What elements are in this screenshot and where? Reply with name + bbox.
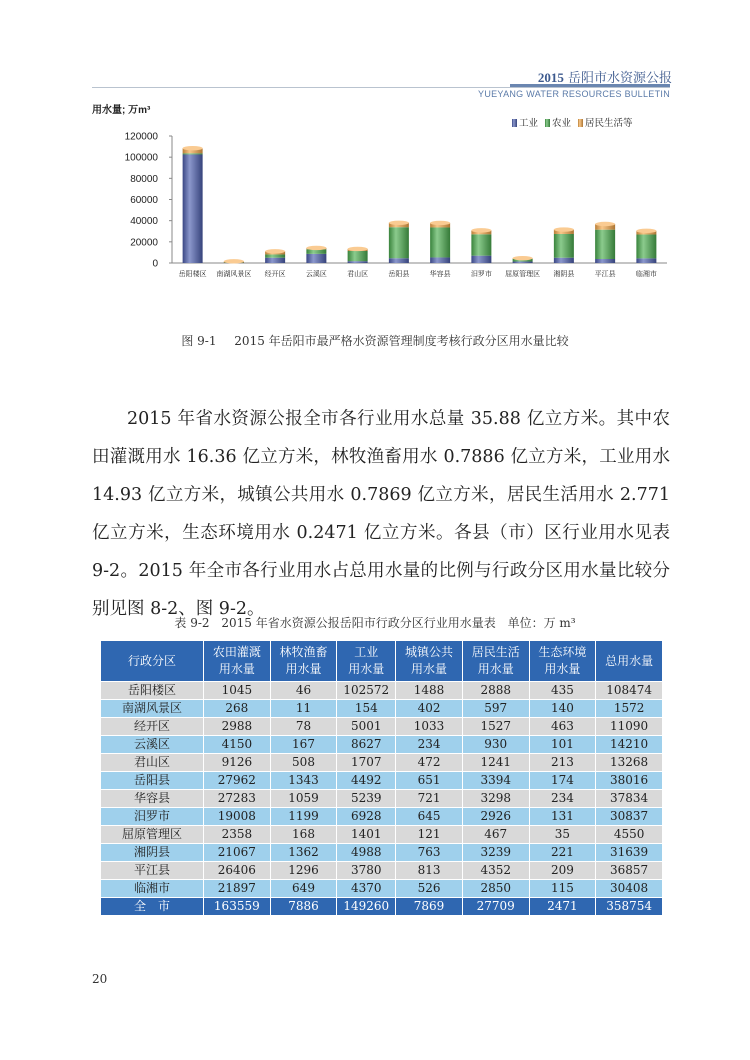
bar-segment-工业 <box>306 254 326 263</box>
value-cell: 140 <box>529 700 596 718</box>
bar-segment-农业 <box>554 234 574 258</box>
header-rule <box>92 87 670 88</box>
x-tick-label: 临湘市 <box>635 270 657 278</box>
x-tick-label: 屈原管理区 <box>505 270 541 278</box>
value-cell: 21897 <box>204 880 271 898</box>
value-cell: 234 <box>396 736 463 754</box>
value-cell: 402 <box>396 700 463 718</box>
value-cell: 930 <box>462 736 529 754</box>
bar-top-cap <box>554 227 574 231</box>
table-header-cell <box>101 641 204 682</box>
table-row <box>101 826 663 844</box>
value-cell: 1401 <box>337 826 396 844</box>
x-tick-label: 平江县 <box>594 270 616 278</box>
table-row <box>101 772 663 790</box>
value-cell: 1488 <box>396 682 463 700</box>
value-cell: 526 <box>396 880 463 898</box>
header-line-2: 用水量 <box>348 662 385 676</box>
table-total-row <box>101 898 663 916</box>
table-row <box>101 880 663 898</box>
table-row <box>101 736 663 754</box>
value-cell: 508 <box>270 754 337 772</box>
table-row <box>101 862 663 880</box>
bar-top-cap <box>265 249 285 253</box>
x-tick-label: 南湖风景区 <box>216 270 252 278</box>
value-cell: 163559 <box>204 898 271 916</box>
bar-segment-农业 <box>636 235 656 259</box>
value-cell: 651 <box>396 772 463 790</box>
value-cell: 435 <box>529 682 596 700</box>
y-tick-label: 20000 <box>130 237 158 249</box>
header-line-2: 用水量 <box>544 662 581 676</box>
header-subtitle: YUEYANG WATER RESOURCES BULLETIN <box>478 89 670 99</box>
legend-swatch <box>545 119 550 127</box>
header-title <box>538 67 672 86</box>
value-cell: 2888 <box>462 682 529 700</box>
bar-segment-农业 <box>348 251 368 261</box>
value-cell: 2988 <box>204 718 271 736</box>
table-caption <box>0 614 750 631</box>
value-cell: 813 <box>396 862 463 880</box>
header-line-2: 用水量 <box>218 662 255 676</box>
value-cell: 1045 <box>204 682 271 700</box>
value-cell: 4370 <box>337 880 396 898</box>
bar-top-cap <box>636 229 656 233</box>
header-line-2: 用水量 <box>411 662 448 676</box>
bar-segment-农业 <box>595 230 615 259</box>
figure-caption <box>0 332 750 349</box>
bar-top-cap <box>224 259 244 263</box>
legend-swatch <box>578 119 583 127</box>
value-cell: 38016 <box>596 772 663 790</box>
y-tick-label: 0 <box>152 258 158 270</box>
value-cell: 78 <box>270 718 337 736</box>
value-cell: 1059 <box>270 790 337 808</box>
bar-top-cap <box>348 247 368 251</box>
header-line-1: 城镇公共 <box>405 645 454 659</box>
bar-segment-工业 <box>595 259 615 263</box>
value-cell: 3394 <box>462 772 529 790</box>
value-cell: 27709 <box>462 898 529 916</box>
header-line-2: 用水量 <box>285 662 322 676</box>
value-cell: 1033 <box>396 718 463 736</box>
value-cell: 358754 <box>596 898 663 916</box>
header-line-1: 居民生活 <box>471 645 520 659</box>
x-tick-label: 君山区 <box>347 270 369 278</box>
y-axis-label: 用水量; 万m³ <box>92 105 151 116</box>
value-cell: 645 <box>396 808 463 826</box>
x-tick-label: 汨罗市 <box>470 270 492 278</box>
value-cell: 131 <box>529 808 596 826</box>
table-row <box>101 718 663 736</box>
value-cell: 1241 <box>462 754 529 772</box>
header-line-1: 行政分区 <box>127 653 176 668</box>
x-tick-label: 岳阳县 <box>388 270 410 278</box>
table-body <box>101 682 663 916</box>
header-line-1: 林牧渔畜 <box>279 645 328 659</box>
table-header-cell <box>337 641 396 682</box>
value-cell: 30837 <box>596 808 663 826</box>
value-cell: 37834 <box>596 790 663 808</box>
value-cell: 121 <box>396 826 463 844</box>
bar-segment-农业 <box>389 227 409 258</box>
value-cell: 19008 <box>204 808 271 826</box>
header-title-text: 岳阳市水资源公报 <box>567 71 672 86</box>
bar-segment-工业 <box>430 257 450 263</box>
value-cell: 46 <box>270 682 337 700</box>
value-cell: 463 <box>529 718 596 736</box>
district-cell: 临湘市 <box>101 880 204 898</box>
header-line-2: 用水量 <box>477 662 514 676</box>
table-title: 2015 年省水资源公报岳阳市行政分区行业用水量表 <box>221 616 496 630</box>
value-cell: 221 <box>529 844 596 862</box>
value-cell: 35 <box>529 826 596 844</box>
bar-top-cap <box>306 246 326 250</box>
table-unit: 单位：万 m³ <box>507 616 576 630</box>
value-cell: 467 <box>462 826 529 844</box>
header-year: 2015 <box>537 70 564 85</box>
bar-segment-工业 <box>348 261 368 263</box>
value-cell: 5001 <box>337 718 396 736</box>
district-cell: 君山区 <box>101 754 204 772</box>
body-paragraph <box>92 400 670 628</box>
value-cell: 101 <box>529 736 596 754</box>
table-header-row <box>101 641 663 682</box>
bar-top-cap <box>183 146 203 150</box>
value-cell: 2471 <box>529 898 596 916</box>
value-cell: 168 <box>270 826 337 844</box>
value-cell: 26406 <box>204 862 271 880</box>
y-tick-label: 120000 <box>124 131 158 143</box>
value-cell: 721 <box>396 790 463 808</box>
value-cell: 1572 <box>596 700 663 718</box>
district-cell: 全 市 <box>101 898 204 916</box>
legend-label: 农业 <box>552 118 572 129</box>
bar-segment-工业 <box>513 262 533 263</box>
value-cell: 472 <box>396 754 463 772</box>
value-cell: 4352 <box>462 862 529 880</box>
value-cell: 2926 <box>462 808 529 826</box>
value-cell: 9126 <box>204 754 271 772</box>
district-cell: 南湖风景区 <box>101 700 204 718</box>
value-cell: 6928 <box>337 808 396 826</box>
bar-segment-工业 <box>265 258 285 263</box>
value-cell: 30408 <box>596 880 663 898</box>
bar-segment-工业 <box>636 258 656 263</box>
x-tick-label: 华容县 <box>429 270 451 278</box>
x-tick-label: 湘阴县 <box>553 270 575 278</box>
value-cell: 597 <box>462 700 529 718</box>
value-cell: 7869 <box>396 898 463 916</box>
bar-segment-农业 <box>471 234 491 255</box>
paragraph-text: 2015 年省水资源公报全市各行业用水总量 35.88 亿立方米。其中农田灌溉用水 16.36 亿立方米，林牧渔畜用水 0.7886 亿立方米，工业用水 14.93 亿立方米，城镇公共用水 0.7869 亿立方米，居民生活用水 2.771 亿立方米，生态环境用水 0.2471 亿立方米。各县（市）区行业用水见表 9-2。2015 年全市各行业用水占总用水量的比例与行政分区用水量比较分别见图 8-2、图 9-2。 <box>92 409 670 619</box>
bar-top-cap <box>513 256 533 260</box>
bar-segment-工业 <box>471 256 491 263</box>
header-line-1: 农田灌溉 <box>212 645 261 659</box>
value-cell: 649 <box>270 880 337 898</box>
bar-segment-工业 <box>554 258 574 263</box>
table-row <box>101 808 663 826</box>
value-cell: 1527 <box>462 718 529 736</box>
figure-title: 2015 年岳阳市最严格水资源管理制度考核行政分区用水量比较 <box>234 334 569 348</box>
table-row <box>101 790 663 808</box>
table-number: 表 9-2 <box>174 616 210 630</box>
value-cell: 31639 <box>596 844 663 862</box>
value-cell: 154 <box>337 700 396 718</box>
header-line-1: 总用水量 <box>605 653 654 668</box>
district-cell: 岳阳楼区 <box>101 682 204 700</box>
bar-segment-工业 <box>183 154 203 263</box>
value-cell: 763 <box>396 844 463 862</box>
bar-top-cap <box>389 221 409 225</box>
x-tick-label: 云溪区 <box>305 270 327 278</box>
value-cell: 4550 <box>596 826 663 844</box>
value-cell: 3780 <box>337 862 396 880</box>
district-cell: 云溪区 <box>101 736 204 754</box>
table-row <box>101 682 663 700</box>
header-line-1: 生态环境 <box>538 645 587 659</box>
district-cell: 汨罗市 <box>101 808 204 826</box>
value-cell: 11090 <box>596 718 663 736</box>
value-cell: 27283 <box>204 790 271 808</box>
x-tick-label: 经开区 <box>264 270 286 278</box>
value-cell: 209 <box>529 862 596 880</box>
table-row <box>101 700 663 718</box>
header-line-1: 工业 <box>354 645 379 659</box>
district-cell: 湘阴县 <box>101 844 204 862</box>
value-cell: 1199 <box>270 808 337 826</box>
table-header-cell <box>529 641 596 682</box>
value-cell: 174 <box>529 772 596 790</box>
value-cell: 234 <box>529 790 596 808</box>
table-row <box>101 754 663 772</box>
value-cell: 102572 <box>337 682 396 700</box>
value-cell: 2850 <box>462 880 529 898</box>
value-cell: 8627 <box>337 736 396 754</box>
value-cell: 36857 <box>596 862 663 880</box>
value-cell: 1296 <box>270 862 337 880</box>
district-cell: 岳阳县 <box>101 772 204 790</box>
bar-segment-农业 <box>265 254 285 257</box>
value-cell: 27962 <box>204 772 271 790</box>
y-tick-label: 80000 <box>130 173 158 185</box>
water-use-table <box>100 640 663 916</box>
value-cell: 149260 <box>337 898 396 916</box>
value-cell: 13268 <box>596 754 663 772</box>
value-cell: 167 <box>270 736 337 754</box>
table-header-cell <box>462 641 529 682</box>
value-cell: 4150 <box>204 736 271 754</box>
value-cell: 4492 <box>337 772 396 790</box>
value-cell: 11 <box>270 700 337 718</box>
value-cell: 3239 <box>462 844 529 862</box>
bar-segment-工业 <box>389 258 409 263</box>
y-tick-label: 40000 <box>130 216 158 228</box>
value-cell: 1707 <box>337 754 396 772</box>
value-cell: 268 <box>204 700 271 718</box>
legend-swatch <box>512 119 517 127</box>
district-cell: 屈原管理区 <box>101 826 204 844</box>
bar-top-cap <box>430 221 450 225</box>
district-cell: 平江县 <box>101 862 204 880</box>
water-use-chart <box>92 100 670 300</box>
district-cell: 华容县 <box>101 790 204 808</box>
y-tick-label: 60000 <box>130 195 158 206</box>
value-cell: 5239 <box>337 790 396 808</box>
bar-top-cap <box>471 228 491 232</box>
table-header-cell <box>204 641 271 682</box>
value-cell: 115 <box>529 880 596 898</box>
value-cell: 1343 <box>270 772 337 790</box>
table-header-cell <box>596 641 663 682</box>
y-tick-label: 100000 <box>124 152 158 164</box>
value-cell: 21067 <box>204 844 271 862</box>
table-header-cell <box>270 641 337 682</box>
bar-top-cap <box>595 222 615 226</box>
page-number: 20 <box>92 972 108 986</box>
bar-segment-农业 <box>183 153 203 154</box>
value-cell: 14210 <box>596 736 663 754</box>
value-cell: 2358 <box>204 826 271 844</box>
figure-number: 图 9-1 <box>181 334 217 348</box>
value-cell: 1362 <box>270 844 337 862</box>
value-cell: 108474 <box>596 682 663 700</box>
value-cell: 3298 <box>462 790 529 808</box>
value-cell: 7886 <box>270 898 337 916</box>
legend-label: 居民生活等 <box>585 118 633 129</box>
legend-label: 工业 <box>519 118 539 129</box>
bar-segment-农业 <box>430 227 450 257</box>
value-cell: 213 <box>529 754 596 772</box>
table-header-cell <box>396 641 463 682</box>
value-cell: 4988 <box>337 844 396 862</box>
district-cell: 经开区 <box>101 718 204 736</box>
table-row <box>101 844 663 862</box>
x-tick-label: 岳阳楼区 <box>178 270 207 278</box>
chart-svg <box>92 100 670 300</box>
